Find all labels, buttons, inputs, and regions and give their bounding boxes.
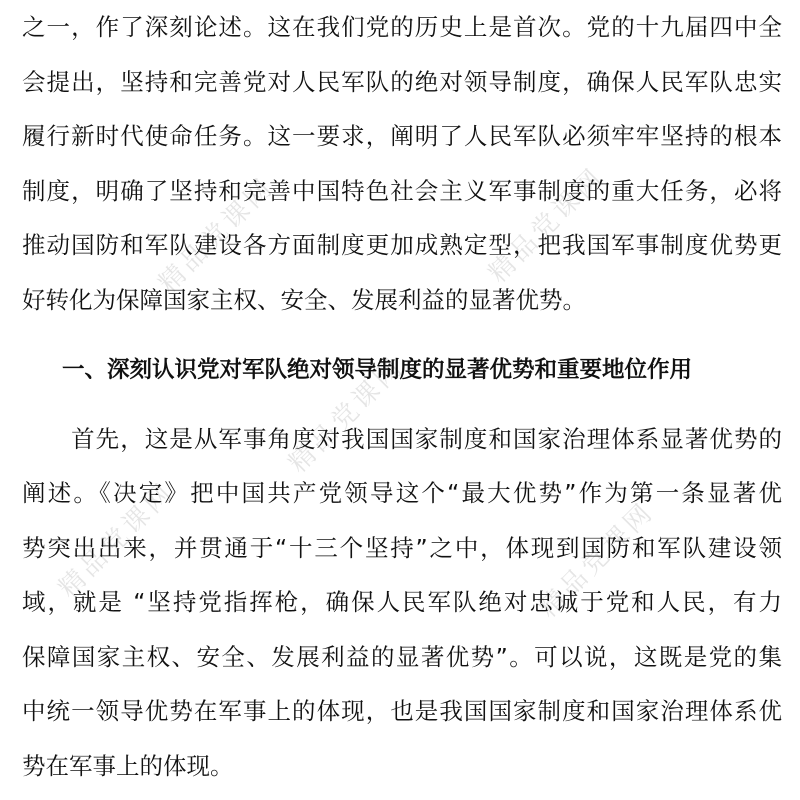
text-line: 推动国防和军队建设各方面制度更加成熟定型，把我国军事制度优势更 (22, 231, 782, 259)
text-line: 势突出出来，并贯通于“十三个坚持”之中，体现到国防和军队建设领 (22, 533, 782, 562)
document-body (22, 0, 782, 793)
text-line: 中统一领导优势在军事上的体现，也是我国国家制度和国家治理体系优 (22, 697, 782, 725)
text-line: 阐述。《决定》把中国共产党领导这个“最大优势”作为第一条显著优 (22, 479, 782, 507)
paragraph-2 (22, 412, 782, 794)
text-line: 保障国家主权、安全、发展利益的显著优势”。可以说，这既是党的集 (22, 642, 782, 671)
watermark: 精品党课网 (53, 476, 181, 604)
text-line: 会提出，坚持和完善党对人民军队的绝对领导制度，确保人民军队忠实 (22, 67, 782, 96)
text-line: 之一，作了深刻论述。这在我们党的历史上是首次。党的十九届四中全 (22, 13, 782, 41)
watermark: 精品党课网 (153, 171, 281, 299)
text-line: 好转化为保障国家主权、安全、发展利益的显著优势。 (22, 285, 586, 314)
text-line: 势在军事上的体现。 (22, 751, 234, 780)
text-line: 制度，明确了坚持和完善中国特色社会主义军事制度的重大任务，必将 (22, 176, 782, 205)
watermark: 精品党课网 (533, 496, 661, 624)
watermark: 精品党课网 (283, 351, 411, 479)
watermark: 精品党课网 (483, 161, 611, 289)
paragraph-1 (22, 0, 782, 327)
text-line: 首先，这是从军事角度对我国国家制度和国家治理体系显著优势的 (22, 424, 782, 453)
text-line: 履行新时代使命任务。这一要求，阐明了人民军队必须牢牢坚持的根本 (22, 122, 782, 150)
section-heading: 一、深刻认识党对军队绝对领导制度的显著优势和重要地位作用 (62, 357, 693, 383)
text-line: 域，就是 “坚持党指挥枪，确保人民军队绝对忠诚于党和人民，有力 (22, 588, 782, 616)
